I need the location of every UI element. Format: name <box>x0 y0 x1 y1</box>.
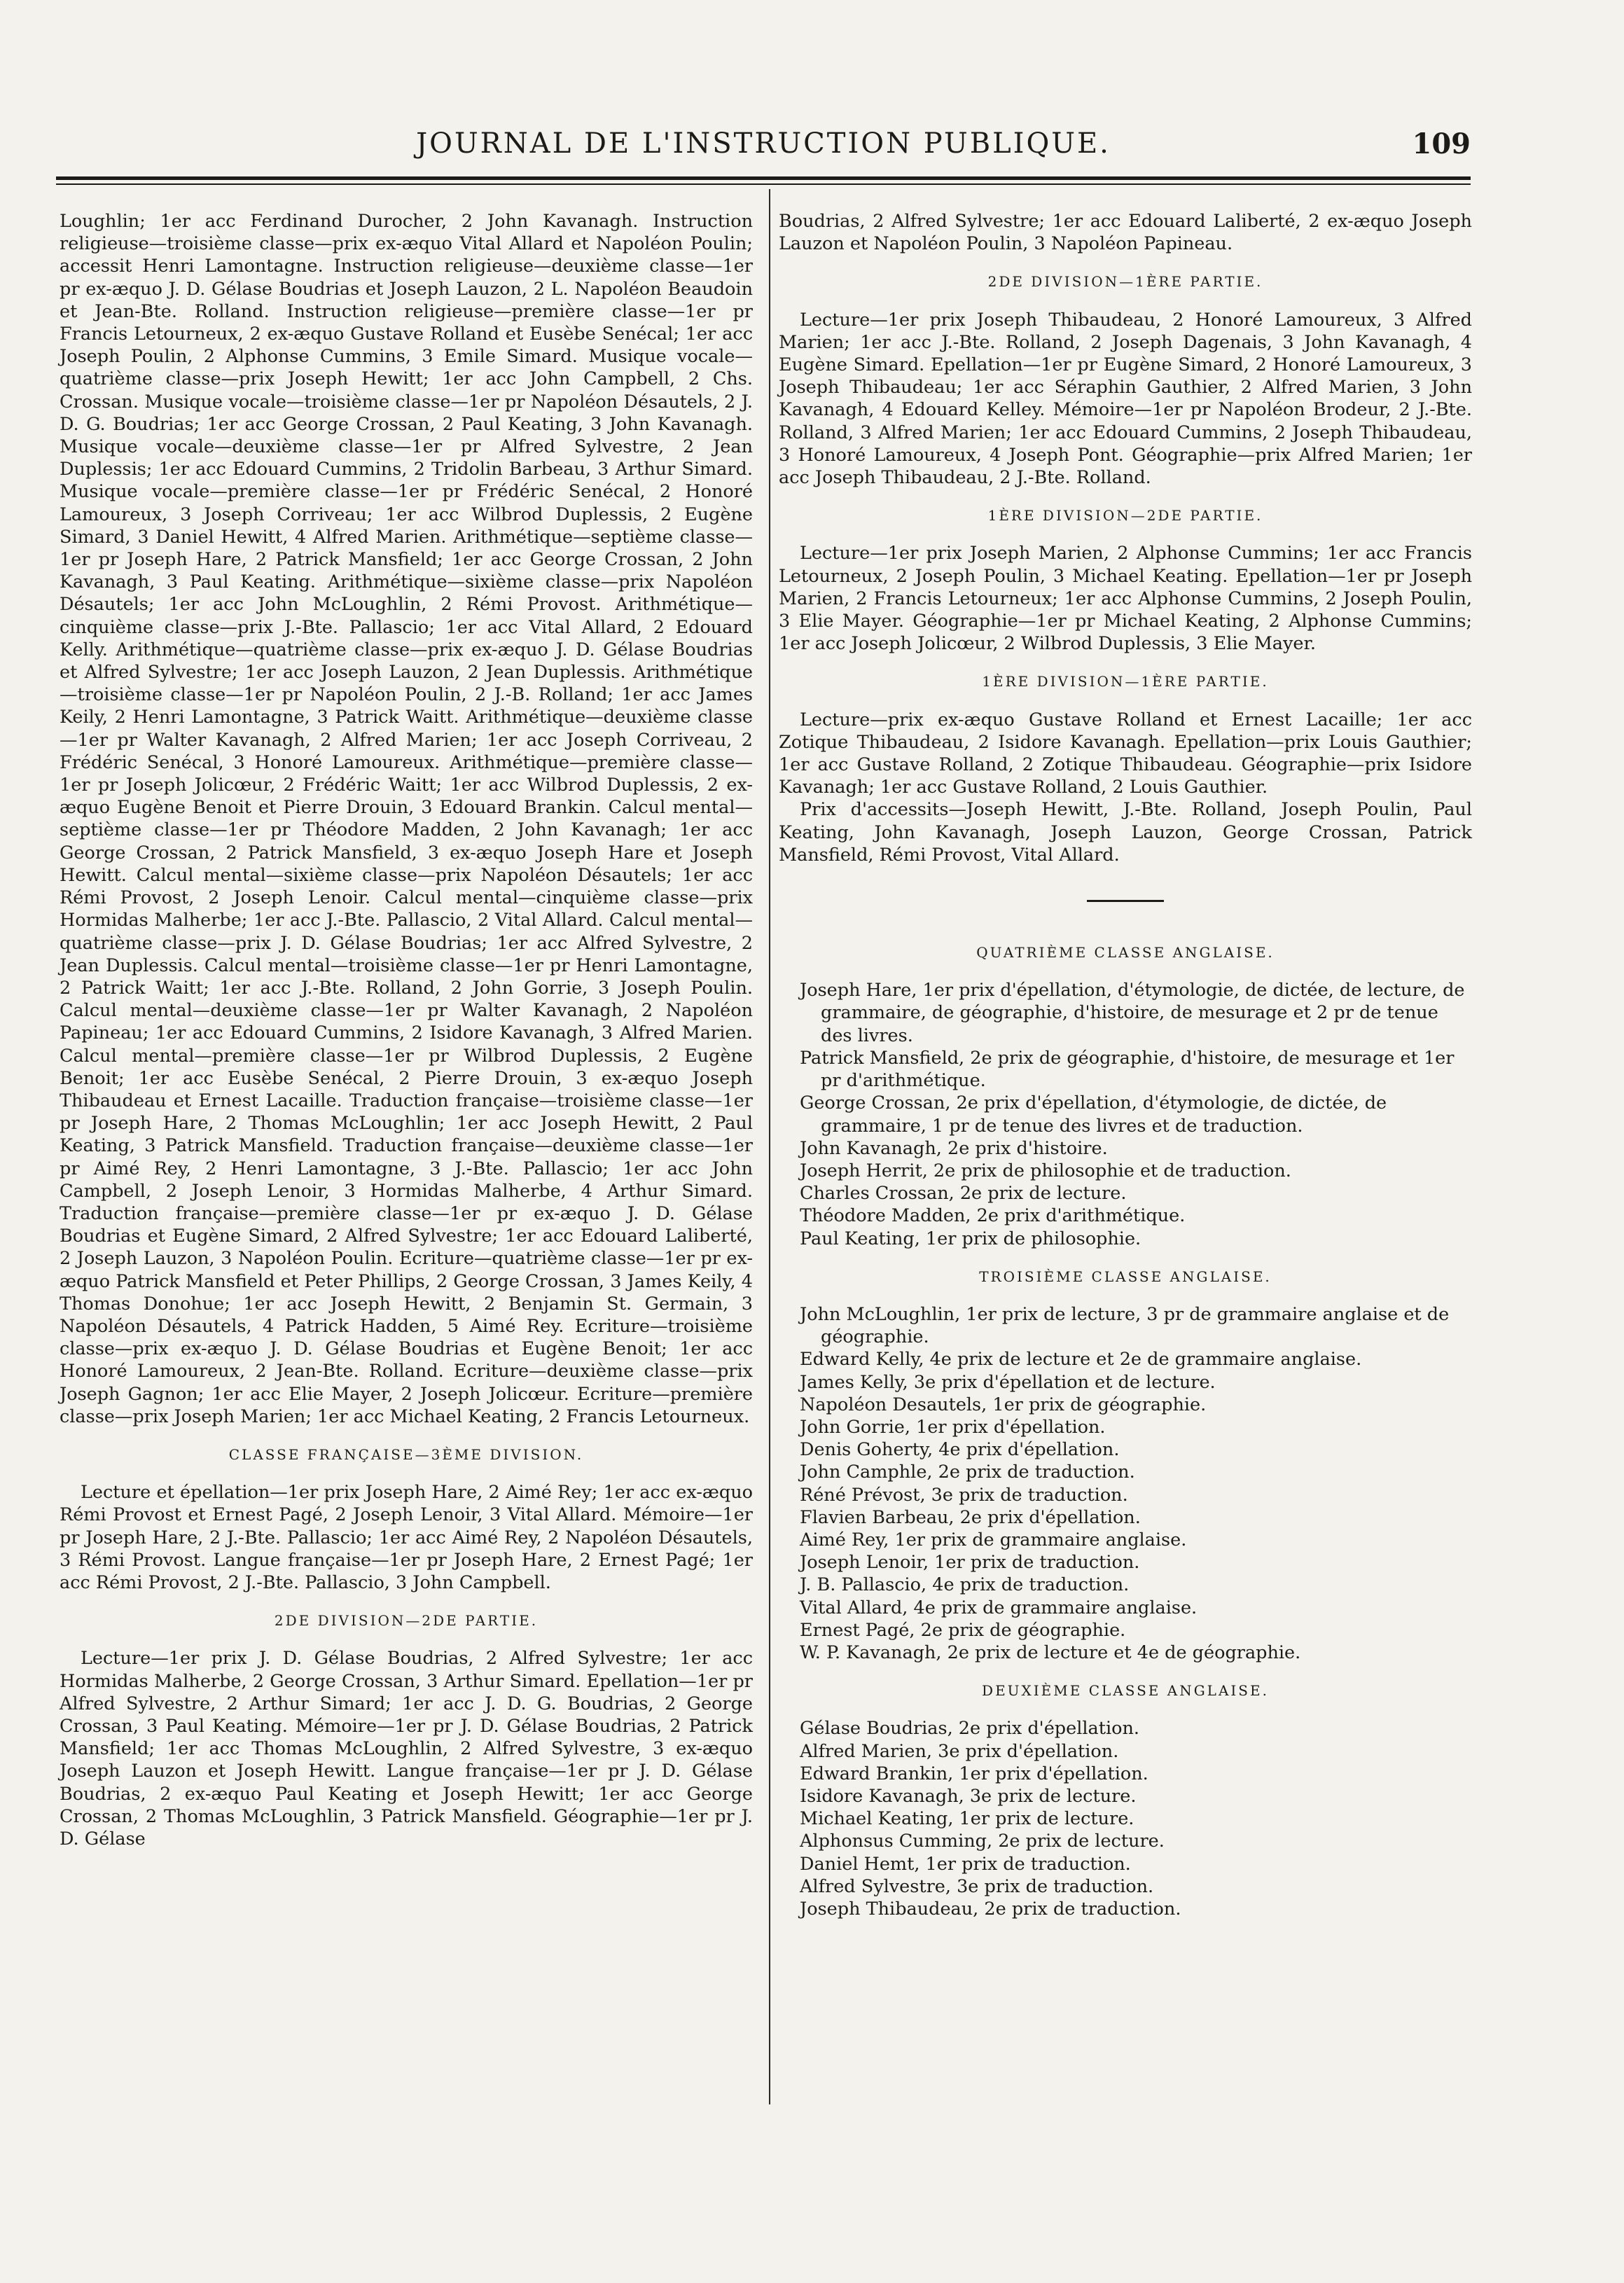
paragraph-1ere-division-2de-partie: Lecture—1er prix Joseph Marien, 2 Alphonse Cummins; 1er acc Francis Letourneux, 2 Joseph Poulin, 3 Michael Keating. Epellation—1er pr Joseph Marien, 2 Francis Letourneux; 1er acc Alphonse Cummins, 2 Joseph Poulin, 3 Elie Mayer. Géographie—1er pr Michael Keating, 2 Alphonse Cummins; 1er acc Joseph Jolicœur, 2 Wilbrod Duplessis, 3 Elie Mayer. <box>779 543 1472 655</box>
prize-list-item: Flavien Barbeau, 2e prix d'épellation. <box>800 1506 1141 1528</box>
header-rule-thin <box>56 183 1471 185</box>
prize-list-item: Isidore Kavanagh, 3e prix de lecture. <box>800 1785 1137 1807</box>
prize-list-quatrieme-classe <box>779 979 1472 1249</box>
paragraph-prix-accessits: Prix d'accessits—Joseph Hewitt, J.-Bte. Rolland, Joseph Poulin, Paul Keating, John Kavanagh, Joseph Lauzon, George Crossan, Patrick Mansfield, Rémi Provost, Vital Allard. <box>779 799 1472 866</box>
prize-list-item: Gélase Boudrias, 2e prix d'épellation. <box>800 1718 1139 1740</box>
prize-list-item: Joseph Hare, 1er prix d'épellation, d'étymologie, de dictée, de lecture, de grammaire, de géographie, d'histoire, de mesurage et 2 pr de tenue des livres. <box>800 980 1465 1046</box>
section-heading-troisieme-classe-anglaise: TROISIÈME CLASSE ANGLAISE. <box>979 1268 1272 1285</box>
prize-list-item: George Crossan, 2e prix d'épellation, d'étymologie, de dictée, de grammaire, 1 pr de tenue des livres et de traduction. <box>800 1092 1387 1137</box>
prize-list-item: John Camphle, 2e prix de traduction. <box>800 1462 1135 1483</box>
prize-list-item: Napoléon Desautels, 1er prix de géographie. <box>800 1394 1207 1415</box>
prize-list-troisieme-classe <box>779 1303 1472 1664</box>
section-heading-quatrieme-classe-anglaise: QUATRIÈME CLASSE ANGLAISE. <box>976 944 1275 962</box>
paragraph-1ere-division-1ere-partie: Lecture—prix ex-æquo Gustave Rolland et Ernest Lacaille; 1er acc Zotique Thibaudeau, 2 Isidore Kavanagh. Epellation—prix Louis Gauthier; 1er acc Gustave Rolland, 2 Zotique Thibaudeau. Géographie—prix Isidore Kavanagh; 1er acc Gustave Rolland, 2 Louis Gauthier. <box>779 709 1472 798</box>
prize-list-item: James Kelly, 3e prix d'épellation et de lecture. <box>800 1371 1216 1393</box>
section-heading-2de-division-2de-partie: 2DE DIVISION—2DE PARTIE. <box>274 1612 539 1630</box>
prize-list-item: Alfred Marien, 3e prix d'épellation. <box>800 1740 1119 1762</box>
prize-list-item: Michael Keating, 1er prix de lecture. <box>800 1808 1134 1830</box>
paragraph-geographie-continued: Boudrias, 2 Alfred Sylvestre; 1er acc Edouard Laliberté, 2 ex-æquo Joseph Lauzon et Napoléon Poulin, 3 Napoléon Papineau. <box>779 211 1472 255</box>
prize-list-item: John McLoughlin, 1er prix de lecture, 3 pr de grammaire anglaise et de géographie. <box>800 1303 1450 1348</box>
prize-list-item: J. B. Pallascio, 4e prix de traduction. <box>800 1574 1130 1596</box>
left-column <box>60 210 753 1850</box>
prize-list-item: Edward Brankin, 1er prix d'épellation. <box>800 1763 1148 1784</box>
prize-list-item: Vital Allard, 4e prix de grammaire anglaise. <box>800 1597 1198 1618</box>
paragraph-2de-division-2de-partie: Lecture—1er prix J. D. Gélase Boudrias, 2 Alfred Sylvestre; 1er acc Hormidas Malherbe, 2 George Crossan, 3 Arthur Simard. Epellation—1er pr Alfred Sylvestre, 2 Arthur Simard; 1er acc J. D. G. Boudrias, 2 George Crossan, 3 Paul Keating. Mémoire—1er pr J. D. Gélase Boudrias, 2 Patrick Mansfield; 1er acc Thomas McLoughlin, 2 Alfred Sylvestre, 3 ex-æquo Joseph Lauzon et Joseph Hewitt. Langue française—1er pr J. D. Gélase Boudrias, 2 ex-æquo Paul Keating et Joseph Hewitt; 1er acc George Crossan, 2 Thomas McLoughlin, 3 Patrick Mansfield. Géographie—1er pr J. D. Gélase <box>60 1648 753 1850</box>
prize-list-item: John Gorrie, 1er prix d'épellation. <box>800 1416 1106 1438</box>
prize-list-item: Joseph Herrit, 2e prix de philosophie et de traduction. <box>800 1160 1291 1181</box>
paragraph-2de-division-1ere-partie: Lecture—1er prix Joseph Thibaudeau, 2 Honoré Lamoureux, 3 Alfred Marien; 1er acc J.-Bte. Rolland, 2 Joseph Dagenais, 3 John Kavanagh, 4 Eugène Simard. Epellation—1er pr Eugène Simard, 2 Honoré Lamoureux, 3 Joseph Thibaudeau; 1er acc Séraphin Gauthier, 2 Alfred Marien, 3 John Kavanagh, 4 Edouard Kelley. Mémoire—1er pr Napoléon Brodeur, 2 J.-Bte. Rolland, 3 Alfred Marien; 1er acc Edouard Cummins, 2 Joseph Thibaudeau, 3 Honoré Lamoureux, 4 Joseph Pont. Géographie—prix Alfred Marien; 1er acc Joseph Thibaudeau, 2 J.-Bte. Rolland. <box>779 309 1472 489</box>
page-header <box>56 119 1471 168</box>
paragraph-3eme-division: Lecture et épellation—1er prix Joseph Hare, 2 Aimé Rey; 1er acc ex-æquo Rémi Provost et Ernest Pagé, 2 Joseph Lenoir, 3 Vital Allard. Mémoire—1er pr Joseph Hare, 2 J.-Bte. Pallascio; 1er acc Aimé Rey, 2 Napoléon Désautels, 3 Rémi Provost. Langue française—1er pr Joseph Hare, 2 Ernest Pagé; 1er acc Rémi Provost, 2 J.-Bte. Pallascio, 3 John Campbell. <box>60 1482 753 1593</box>
prize-list-item: Joseph Lenoir, 1er prix de traduction. <box>800 1552 1140 1574</box>
prize-list-item: W. P. Kavanagh, 2e prix de lecture et 4e de géographie. <box>800 1642 1301 1663</box>
prize-list-item: Joseph Thibaudeau, 2e prix de traduction. <box>800 1899 1181 1920</box>
prize-list-item: Alphonsus Cumming, 2e prix de lecture. <box>800 1831 1165 1852</box>
prize-list-item: Alfred Sylvestre, 3e prix de traduction. <box>800 1875 1154 1897</box>
prize-list-item: Denis Goherty, 4e prix d'épellation. <box>800 1439 1120 1461</box>
section-heading-1ere-division-1ere-partie: 1ÈRE DIVISION—1ÈRE PARTIE. <box>982 673 1269 691</box>
header-rule-thick <box>56 176 1471 180</box>
section-heading-deuxieme-classe-anglaise: DEUXIÈME CLASSE ANGLAISE. <box>982 1682 1269 1700</box>
prize-list-item: Ernest Pagé, 2e prix de géographie. <box>800 1619 1126 1641</box>
paragraph-prizes-continued: Loughlin; 1er acc Ferdinand Durocher, 2 John Kavanagh. Instruction religieuse—troisième classe—prix ex-æquo Vital Allard et Napoléon Poulin; accessit Henri Lamontagne. Instruction religieuse—deuxième classe—1er pr ex-æquo J. D. Gélase Boudrias et Joseph Lauzon, 2 L. Napoléon Beaudoin et Jean-Bte. Rolland. Instruction religieuse—première classe—1er pr Francis Letourneux, 2 ex-æquo Gustave Rolland et Eusèbe Senécal; 1er acc Joseph Poulin, 2 Alphonse Cummins, 3 Emile Simard. Musique vocale—quatrième classe—prix Joseph Hewitt; 1er acc John Campbell, 2 Chs. Crossan. Musique vocale—troisième classe—1er pr Napoléon Désautels, 2 J. D. G. Boudrias; 1er acc George Crossan, 2 Paul Keating, 3 John Kavanagh. Musique vocale—deuxième classe—1er pr Alfred Sylvestre, 2 Jean Duplessis; 1er acc Edouard Cummins, 2 Tridolin Barbeau, 3 Arthur Simard. Musique vocale—première classe—1er pr Frédéric Senécal, 2 Honoré Lamoureux, 3 Joseph Corriveau; 1er acc Wilbrod Duplessis, 2 Eugène Simard, 3 Daniel Hewitt, 4 Alfred Marien. Arithmétique—septième classe—1er pr Joseph Hare, 2 Patrick Mansfield; 1er acc George Crossan, 2 John Kavanagh, 3 Paul Keating. Arithmétique—sixième classe—prix Napoléon Désautels; 1er acc John McLoughlin, 2 Rémi Provost. Arithmétique—cinquième classe—prix J.-Bte. Pallascio; 1er acc Vital Allard, 2 Edouard Kelly. Arithmétique—quatrième classe—prix ex-æquo J. D. Gélase Boudrias et Alfred Sylvestre; 1er acc Joseph Lauzon, 2 Jean Duplessis. Arithmétique—troisième classe—1er pr Napoléon Poulin, 2 J.-B. Rolland; 1er acc James Keily, 2 Henri Lamontagne, 3 Patrick Waitt. Arithmétique—deuxième classe—1er pr Walter Kavanagh, 2 Alfred Marien; 1er acc Joseph Corriveau, 2 Frédéric Senécal, 3 Honoré Lamoureux. Arithmétique—première classe—1er pr Joseph Jolicœur, 2 Frédéric Waitt; 1er acc Wilbrod Duplessis, 2 ex-æquo Eugène Benoit et Pierre Drouin, 3 Edouard Brankin. Calcul mental—septième classe—1er pr Théodore Madden, 2 John Kavanagh; 1er acc George Crossan, 2 Patrick Mansfield, 3 ex-æquo Joseph Hare et Joseph Hewitt. Calcul mental—sixième classe—prix Napoléon Désautels; 1er acc Rémi Provost, 2 Joseph Lenoir. Calcul mental—cinquième classe—prix Hormidas Malherbe; 1er acc J.-Bte. Pallascio, 2 Vital Allard. Calcul mental—quatrième classe—prix J. D. Gélase Boudrias; 1er acc Alfred Sylvestre, 2 Jean Duplessis. Calcul mental—troisième classe—1er pr Henri Lamontagne, 2 Patrick Waitt; 1er acc J.-Bte. Rolland, 2 John Gorrie, 3 Joseph Poulin. Calcul mental—deuxième classe—1er pr Walter Kavanagh, 2 Napoléon Papineau; 1er acc Edouard Cummins, 2 Isidore Kavanagh, 3 Alfred Marien. Calcul mental—première classe—1er pr Wilbrod Duplessis, 2 Eugène Benoit; 1er acc Eusèbe Senécal, 2 Pierre Drouin, 3 ex-æquo Joseph Thibaudeau et Ernest Lacaille. Traduction française—troisième classe—1er pr Joseph Hare, 2 Thomas McLoughlin; 1er acc Joseph Hewitt, 2 Paul Keating, 3 Patrick Mansfield. Traduction française—deuxième classe—1er pr Aimé Rey, 2 Henri Lamontagne, 3 J.-Bte. Pallascio; 1er acc John Campbell, 2 Joseph Lenoir, 3 Hormidas Malherbe, 4 Arthur Simard. Traduction française—première classe—1er pr ex-æquo J. D. Gélase Boudrias et Eugène Simard, 2 Alfred Sylvestre; 1er acc Edouard Laliberté, 2 Joseph Lauzon, 3 Napoléon Poulin. Ecriture—quatrième classe—1er pr ex-æquo Patrick Mansfield et Peter Phillips, 2 George Crossan, 3 James Keily, 4 Thomas Donohue; 1er acc Joseph Hewitt, 2 Benjamin St. Germain, 3 Napoléon Désautels, 4 Patrick Hadden, 5 Aimé Rey. Ecriture—troisième classe—prix ex-æquo J. D. Gélase Boudrias et Eugène Benoit; 1er acc Honoré Lamoureux, 2 Jean-Bte. Rolland. Ecriture—deuxième classe—prix Joseph Gagnon; 1er acc Elie Mayer, 2 Joseph Jolicœur. Ecriture—première classe—prix Joseph Marien; 1er acc Michael Keating, 2 Francis Letourneux. <box>60 211 753 1427</box>
section-heading-classe-francaise: CLASSE FRANÇAISE—3ÈME DIVISION. <box>228 1445 584 1463</box>
prize-list-item: Edward Kelly, 4e prix de lecture et 2e de grammaire anglaise. <box>800 1349 1362 1371</box>
prize-list-item: Théodore Madden, 2e prix d'arithmétique. <box>800 1205 1186 1227</box>
column-divider <box>769 189 770 2104</box>
right-column <box>779 210 1472 1920</box>
prize-list-item: Paul Keating, 1er prix de philosophie. <box>800 1228 1141 1249</box>
section-separator-rule <box>1087 900 1164 902</box>
page-number: 109 <box>1412 127 1471 160</box>
prize-list-item: Daniel Hemt, 1er prix de traduction. <box>800 1853 1131 1875</box>
section-heading-1ere-division-2de-partie: 1ÈRE DIVISION—2DE PARTIE. <box>987 507 1263 525</box>
prize-list-deuxieme-classe <box>779 1717 1472 1920</box>
journal-title: JOURNAL DE L'INSTRUCTION PUBLIQUE. <box>416 127 1111 160</box>
prize-list-item: Patrick Mansfield, 2e prix de géographie, d'histoire, de mesurage et 1er pr d'arithmétique. <box>800 1047 1455 1092</box>
prize-list-item: Réné Prévost, 3e prix de traduction. <box>800 1484 1128 1506</box>
prize-list-item: Charles Crossan, 2e prix de lecture. <box>800 1183 1127 1205</box>
section-heading-2de-division-1ere-partie: 2DE DIVISION—1ÈRE PARTIE. <box>987 273 1263 291</box>
prize-list-item: John Kavanagh, 2e prix d'histoire. <box>800 1137 1108 1159</box>
prize-list-item: Aimé Rey, 1er prix de grammaire anglaise. <box>800 1529 1187 1550</box>
